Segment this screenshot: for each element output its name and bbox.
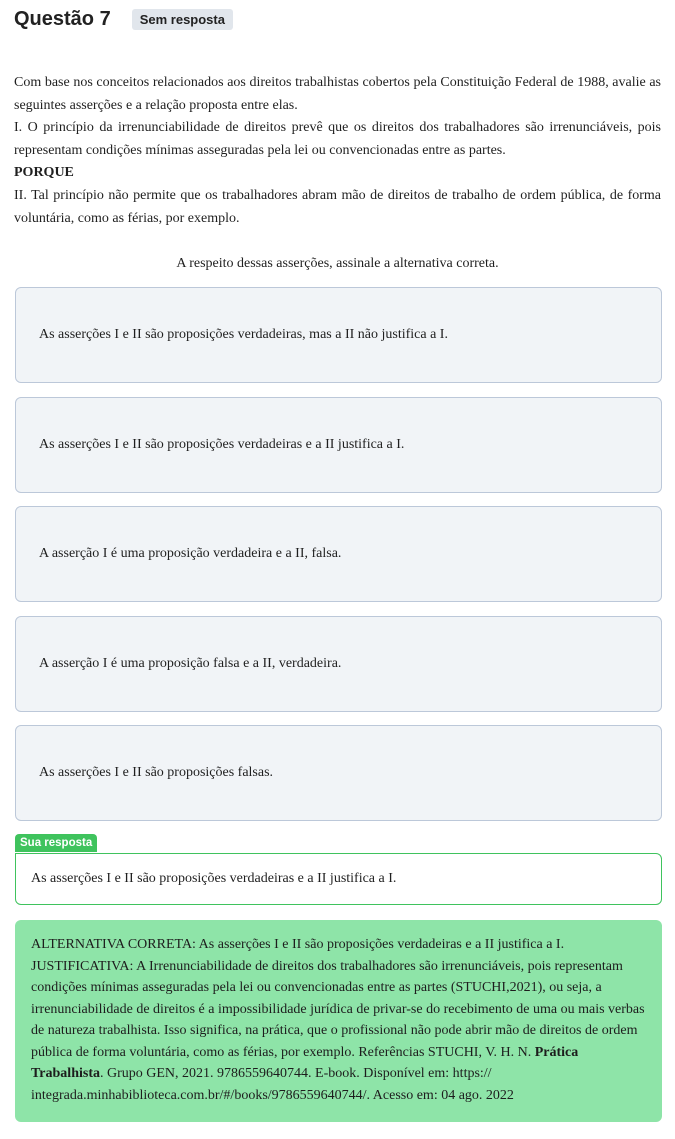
question-title: Questão 7 <box>14 8 111 30</box>
assertion-1: I. O princípio da irrenunciabilidade de direitos prevê que os direitos dos trabalhadores são irrenunciáveis, pois representam condições mínimas asseguradas pela lei ou convencionadas entre as partes. <box>14 120 661 158</box>
feedback-box <box>15 920 662 1122</box>
option-text: A asserção I é uma proposição falsa e a II, verdadeira. <box>39 656 342 671</box>
connector-porque: PORQUE <box>14 165 74 181</box>
option-text: As asserções I e II são proposições verdadeiras e a II justifica a I. <box>39 437 405 452</box>
stem-intro: Com base nos conceitos relacionados aos direitos trabalhistas cobertos pela Constituição Federal de 1988, avalie as seguintes asserções e a relação proposta entre elas. <box>14 75 661 113</box>
option-b[interactable] <box>15 397 662 493</box>
option-text: As asserções I e II são proposições verdadeiras, mas a II não justifica a I. <box>39 327 448 342</box>
option-text: As asserções I e II são proposições falsas. <box>39 765 274 780</box>
question-stem <box>14 72 661 230</box>
your-answer-label: Sua resposta <box>15 834 97 852</box>
status-badge: Sem resposta <box>132 9 233 30</box>
option-c[interactable] <box>15 506 662 602</box>
your-answer-text: As asserções I e II são proposições verdadeiras e a II justifica a I. <box>31 871 397 886</box>
reference-details: . Grupo GEN, 2021. 9786559640744. E-book. Disponível em: https:// integrada.minhabiblioteca.com.br/#/books/9786559640744/. Acesso em: 04 ago. 2022 <box>31 1066 514 1103</box>
feedback-text: ALTERNATIVA CORRETA: As asserções I e II são proposições verdadeiras e a II justifica a I. JUSTIFICATIVA: A Irrenunciabilidade de direitos dos trabalhadores são irrenunciáveis, pois representam condições mínimas asseguradas pela lei ou convencionadas entre as partes (STUCHI,2021), ou seja, a irrenunciabilidade de direitos é a impossibilidade jurídica de privar-se do recebimento de uma ou mais verbas de natureza trabalhista. Isso significa, na prática, que o profissional não pode abrir mão de direitos de ordem pública de forma voluntária, como as férias, por exemplo. Referências STUCHI, V. H. N. <box>31 937 645 1060</box>
instruction-text: A respeito dessas asserções, assinale a alternativa correta. <box>176 256 499 271</box>
your-answer-box <box>15 853 662 905</box>
option-e[interactable] <box>15 725 662 821</box>
option-text: A asserção I é uma proposição verdadeira e a II, falsa. <box>39 546 342 561</box>
question-header <box>14 8 233 31</box>
reference-title: Prática Trabalhista <box>31 1044 579 1081</box>
option-d[interactable] <box>15 616 662 712</box>
assertion-2: II. Tal princípio não permite que os trabalhadores abram mão de direitos de trabalho de ordem pública, de forma voluntária, como as férias, por exemplo. <box>14 187 661 226</box>
option-a[interactable] <box>15 287 662 383</box>
